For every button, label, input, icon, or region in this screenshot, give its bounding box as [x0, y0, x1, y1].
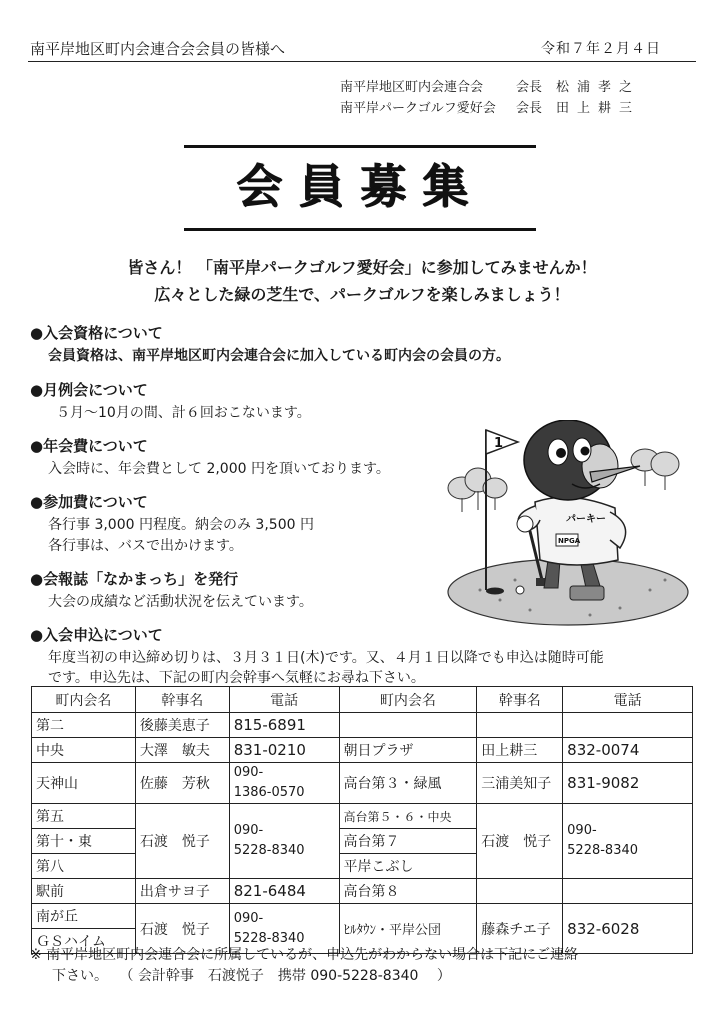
empty-cell — [477, 879, 563, 904]
date: 令和７年２月４日 — [541, 41, 661, 57]
area-cell: ﾋﾙﾀｳﾝ・平岸公団 — [339, 904, 477, 954]
area-cell: 中央 — [32, 738, 136, 763]
sender-role: 会長 — [516, 80, 543, 95]
contact-cell: 大澤 敏夫 — [135, 738, 229, 763]
phone-cell: 831-0210 — [229, 738, 339, 763]
column-header: 町内会名 — [32, 687, 136, 713]
phone-cell — [563, 804, 693, 879]
table-row — [32, 738, 693, 763]
section-text-monthly: ５月～10月の間、計６回おこないます。 — [56, 405, 311, 421]
addressee: 南平岸地区町内会連合会会員の皆様へ — [30, 40, 286, 58]
contact-cell: 佐藤 芳秋 — [135, 763, 229, 804]
area-cell: 第八 — [32, 854, 136, 879]
contact-cell: 藤森チエ子 — [477, 904, 563, 954]
phone-cell: 831-9082 — [563, 763, 693, 804]
directory-table — [31, 686, 693, 954]
table-row — [32, 713, 693, 738]
phone-cell: 832-0074 — [563, 738, 693, 763]
column-header: 幹事名 — [477, 687, 563, 713]
flag-number: 1 — [494, 436, 504, 451]
column-header: 電話 — [229, 687, 339, 713]
area-cell: 第五 — [32, 804, 136, 829]
area-cell: 高台第８ — [339, 879, 477, 904]
section-text-annual-fee: 入会時に、年会費として 2,000 円を頂いております。 — [48, 461, 390, 477]
sender-2 — [340, 97, 640, 116]
phone-line: 5228-8340 — [567, 843, 639, 858]
table-row — [32, 804, 693, 829]
area-cell: 天神山 — [32, 763, 136, 804]
section-heading-newsletter: ●会報誌「なかまっち」を発行 — [30, 570, 239, 588]
footer-note-line-1: ※ 南平岸地区町内会連合会に所属しているが、申込先がわからない場合は下記にご連絡 — [30, 947, 579, 963]
section-text-application-2: です。申込先は、下記の町内会幹事へ気軽にお尋ね下さい。 — [48, 670, 425, 686]
shirt-text: パーキー — [566, 514, 606, 525]
phone-line: 090- — [233, 823, 264, 838]
phone-cell: 832-6028 — [563, 904, 693, 954]
contact-cell: 後藤美恵子 — [135, 713, 229, 738]
area-cell: 駅前 — [32, 879, 136, 904]
section-heading-monthly: ●月例会について — [30, 381, 148, 399]
lead-line-2: 広々とした緑の芝生で、パークゴルフを楽しみましょう！ — [154, 285, 570, 304]
table-row — [32, 879, 693, 904]
empty-cell — [563, 879, 693, 904]
phone-line: 5228-8340 — [233, 843, 305, 858]
contact-cell: 出倉サヨ子 — [135, 879, 229, 904]
golf-mascot-illustration — [440, 420, 690, 630]
area-cell: 南が丘 — [32, 904, 136, 929]
phone-line: 090- — [233, 765, 264, 780]
area-cell: 高台第３・緑風 — [339, 763, 477, 804]
section-text-newsletter: 大会の成績など活動状況を伝えています。 — [48, 594, 313, 610]
sender-name: 松浦孝之 — [556, 80, 641, 95]
empty-cell — [339, 713, 477, 738]
table-row — [32, 763, 693, 804]
column-header: 幹事名 — [135, 687, 229, 713]
phone-line: 5228-8340 — [233, 930, 305, 946]
section-text-application-1: 年度当初の申込締め切りは、３月３１日(木)です。又、４月１日以降でも申込は随時可能 — [48, 650, 604, 666]
section-heading-participation: ●参加費について — [30, 493, 148, 511]
area-cell: ＧＳハイム — [32, 929, 136, 954]
sender-1 — [340, 76, 640, 95]
phone-line: 090- — [567, 823, 597, 838]
area-cell: 平岸こぶし — [339, 854, 477, 879]
table-header-row — [32, 687, 693, 713]
phone-cell — [229, 804, 339, 879]
sender-org: 南平岸パークゴルフ愛好会 — [340, 101, 496, 116]
area-cell: 第十・東 — [32, 829, 136, 854]
section-text-eligibility: 会員資格は、南平岸地区町内会連合会に加入している町内会の会員の方。 — [48, 348, 510, 364]
lead-line-1: 皆さん！ 「南平岸パークゴルフ愛好会」に参加してみませんか！ — [127, 258, 597, 277]
sender-name: 田上耕三 — [556, 101, 641, 116]
phone-cell — [229, 763, 339, 804]
section-text-participation-2: 各行事は、バスで出かけます。 — [48, 538, 243, 554]
phone-cell: 815-6891 — [229, 713, 339, 738]
badge-text: NPGA — [558, 537, 581, 545]
contact-cell: 石渡 悦子 — [135, 804, 229, 879]
header-rule — [28, 61, 696, 62]
section-text-participation-1: 各行事 3,000 円程度。納会のみ 3,500 円 — [48, 517, 314, 533]
area-cell: 高台第５・６・中央 — [339, 804, 477, 829]
contact-cell: 石渡 悦子 — [477, 804, 563, 879]
sender-role: 会長 — [516, 101, 543, 116]
phone-cell: 821-6484 — [229, 879, 339, 904]
phone-line: 1386-0570 — [233, 785, 305, 800]
empty-cell — [477, 713, 563, 738]
area-cell: 第二 — [32, 713, 136, 738]
empty-cell — [563, 713, 693, 738]
phone-line: 090- — [233, 910, 264, 926]
table-row — [32, 904, 693, 929]
page-title: 会員募集 — [236, 159, 484, 213]
section-heading-annual-fee: ●年会費について — [30, 437, 148, 455]
column-header: 町内会名 — [339, 687, 477, 713]
section-heading-eligibility: ●入会資格について — [30, 324, 163, 342]
footer-note-line-2: 下さい。 （ 会計幹事 石渡悦子 携帯 090-5228-8340 ） — [52, 968, 451, 984]
contact-cell: 三浦美知子 — [477, 763, 563, 804]
contact-cell: 石渡 悦子 — [135, 904, 229, 954]
area-cell: 高台第７ — [339, 829, 477, 854]
sender-org: 南平岸地区町内会連合会 — [340, 80, 484, 95]
area-cell: 朝日プラザ — [339, 738, 477, 763]
column-header: 電話 — [563, 687, 693, 713]
section-heading-application: ●入会申込について — [30, 626, 163, 644]
contact-cell: 田上耕三 — [477, 738, 563, 763]
